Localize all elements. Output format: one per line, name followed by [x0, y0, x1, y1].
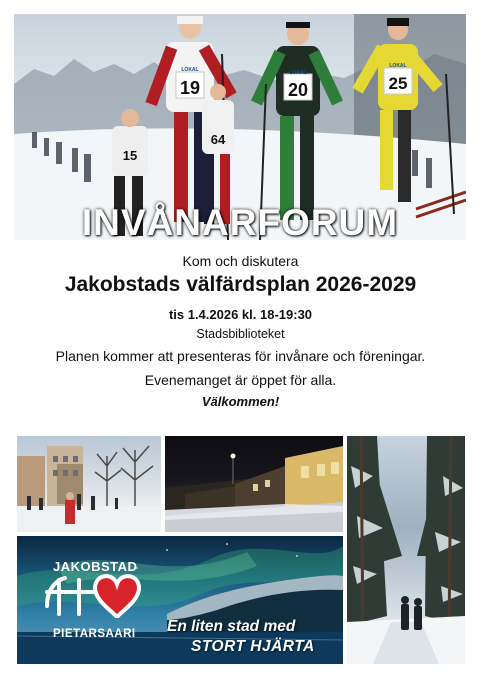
- photo-winter-street: [17, 436, 161, 532]
- slogan-line-2: STORT HJÄRTA: [191, 638, 315, 655]
- brand-name-bottom: PIETARSAARI: [53, 628, 136, 640]
- svg-text:LOKAL: LOKAL: [181, 67, 199, 73]
- slogan-line-1: En liten stad med: [167, 618, 296, 635]
- event-subtitle: Kom och diskutera: [182, 253, 299, 269]
- hero-photo-skiers: [14, 14, 466, 240]
- brand-name-top: JAKOBSTAD: [53, 559, 138, 574]
- event-description: Planen kommer att presenteras för invånare och föreningar.: [55, 348, 426, 364]
- photo-wooden-houses-night: [165, 436, 343, 532]
- photo-aurora-brand-banner: [17, 536, 343, 664]
- svg-text:15: 15: [122, 148, 138, 163]
- event-title: Jakobstads välfärdsplan 2026-2029: [64, 273, 417, 296]
- event-venue: Stadsbiblioteket: [196, 327, 285, 341]
- svg-text:LOKAL: LOKAL: [389, 63, 407, 69]
- svg-text:19: 19: [179, 78, 201, 98]
- event-datetime: tis 1.4.2026 kl. 18-19:30: [168, 307, 313, 322]
- event-welcome: Välkommen!: [201, 394, 280, 409]
- svg-text:64: 64: [210, 132, 226, 147]
- svg-text:LOKAL: LOKAL: [289, 70, 307, 76]
- svg-text:25: 25: [388, 74, 408, 93]
- event-open-note: Evenemanget är öppet för alla.: [144, 372, 337, 388]
- svg-text:20: 20: [287, 80, 309, 100]
- photo-snowy-forest-walk: [347, 436, 465, 664]
- hero-title: INVÅNARFORUM: [81, 202, 399, 240]
